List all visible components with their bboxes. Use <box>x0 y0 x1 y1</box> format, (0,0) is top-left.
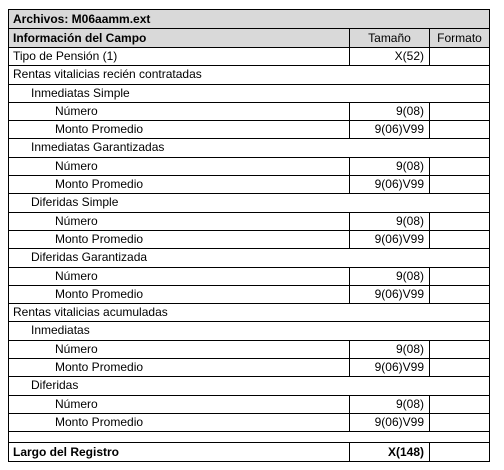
field-size: 9(08) <box>349 103 429 120</box>
field-label: Número <box>55 396 98 411</box>
footer-size: X(148) <box>349 443 429 461</box>
field-label: Monto Promedio <box>55 122 144 137</box>
spacer <box>9 432 489 440</box>
field-label: Monto Promedio <box>55 360 144 375</box>
field-format <box>429 396 489 413</box>
field-size: 9(06)V99 <box>349 286 429 303</box>
footer-row <box>9 442 489 461</box>
table-body <box>9 48 489 432</box>
field-label: Diferidas Simple <box>31 195 119 210</box>
field-size: 9(08) <box>349 268 429 285</box>
footer-format <box>429 443 489 461</box>
table-row <box>9 176 489 194</box>
section-row <box>9 304 489 322</box>
field-label: Diferidas <box>31 378 79 393</box>
field-format <box>429 48 489 65</box>
section-row <box>9 377 489 395</box>
table-row <box>9 121 489 139</box>
header-size: Tamaño <box>349 29 429 47</box>
field-size: 9(06)V99 <box>349 414 429 431</box>
table-row <box>9 213 489 231</box>
field-format <box>429 359 489 376</box>
field-size: 9(08) <box>349 213 429 230</box>
section-row <box>9 249 489 267</box>
field-label: Tipo de Pensión (1) <box>13 49 118 63</box>
field-format <box>429 121 489 138</box>
field-label: Inmediatas Simple <box>31 85 130 100</box>
field-label: Número <box>55 213 98 228</box>
table-row <box>9 158 489 176</box>
table-row <box>9 396 489 414</box>
field-label: Monto Promedio <box>55 286 144 301</box>
section-row <box>9 85 489 103</box>
field-label: Monto Promedio <box>55 414 144 429</box>
section-row <box>9 194 489 212</box>
footer-label: Largo del Registro <box>13 445 120 460</box>
field-label: Rentas vitalicias acumuladas <box>13 305 168 320</box>
table-row <box>9 48 489 66</box>
field-size: 9(06)V99 <box>349 359 429 376</box>
field-format <box>429 158 489 175</box>
file-title: Archivos: M06aamm.ext <box>9 10 489 29</box>
field-format <box>429 414 489 431</box>
field-format <box>429 286 489 303</box>
section-row <box>9 322 489 340</box>
field-format <box>429 103 489 120</box>
field-size: X(52) <box>349 48 429 65</box>
field-label: Número <box>55 341 98 356</box>
field-label: Número <box>55 268 98 283</box>
table-row <box>9 414 489 432</box>
field-label: Diferidas Garantizada <box>31 250 148 265</box>
field-size: 9(08) <box>349 158 429 175</box>
table-row <box>9 286 489 304</box>
field-format <box>429 176 489 193</box>
table-row <box>9 231 489 249</box>
table-row <box>9 103 489 121</box>
field-format <box>429 268 489 285</box>
field-label: Número <box>55 158 98 173</box>
table-row <box>9 359 489 377</box>
field-size: 9(06)V99 <box>349 176 429 193</box>
field-size: 9(06)V99 <box>349 231 429 248</box>
field-label: Monto Promedio <box>55 177 144 192</box>
record-layout-table <box>8 9 490 462</box>
field-size: 9(08) <box>349 396 429 413</box>
field-format <box>429 231 489 248</box>
field-label: Inmediatas Garantizadas <box>31 140 165 155</box>
table-row <box>9 268 489 286</box>
header-field: Información del Campo <box>13 31 147 45</box>
field-format <box>429 213 489 230</box>
table-header <box>9 29 489 48</box>
field-size: 9(06)V99 <box>349 121 429 138</box>
section-row <box>9 139 489 157</box>
field-label: Número <box>55 103 98 118</box>
field-label: Inmediatas <box>31 323 90 338</box>
field-label: Rentas vitalicias recién contratadas <box>13 67 202 82</box>
field-size: 9(08) <box>349 341 429 358</box>
header-format: Formato <box>429 29 489 47</box>
table-row <box>9 341 489 359</box>
field-label: Monto Promedio <box>55 231 144 246</box>
section-row <box>9 66 489 84</box>
field-format <box>429 341 489 358</box>
